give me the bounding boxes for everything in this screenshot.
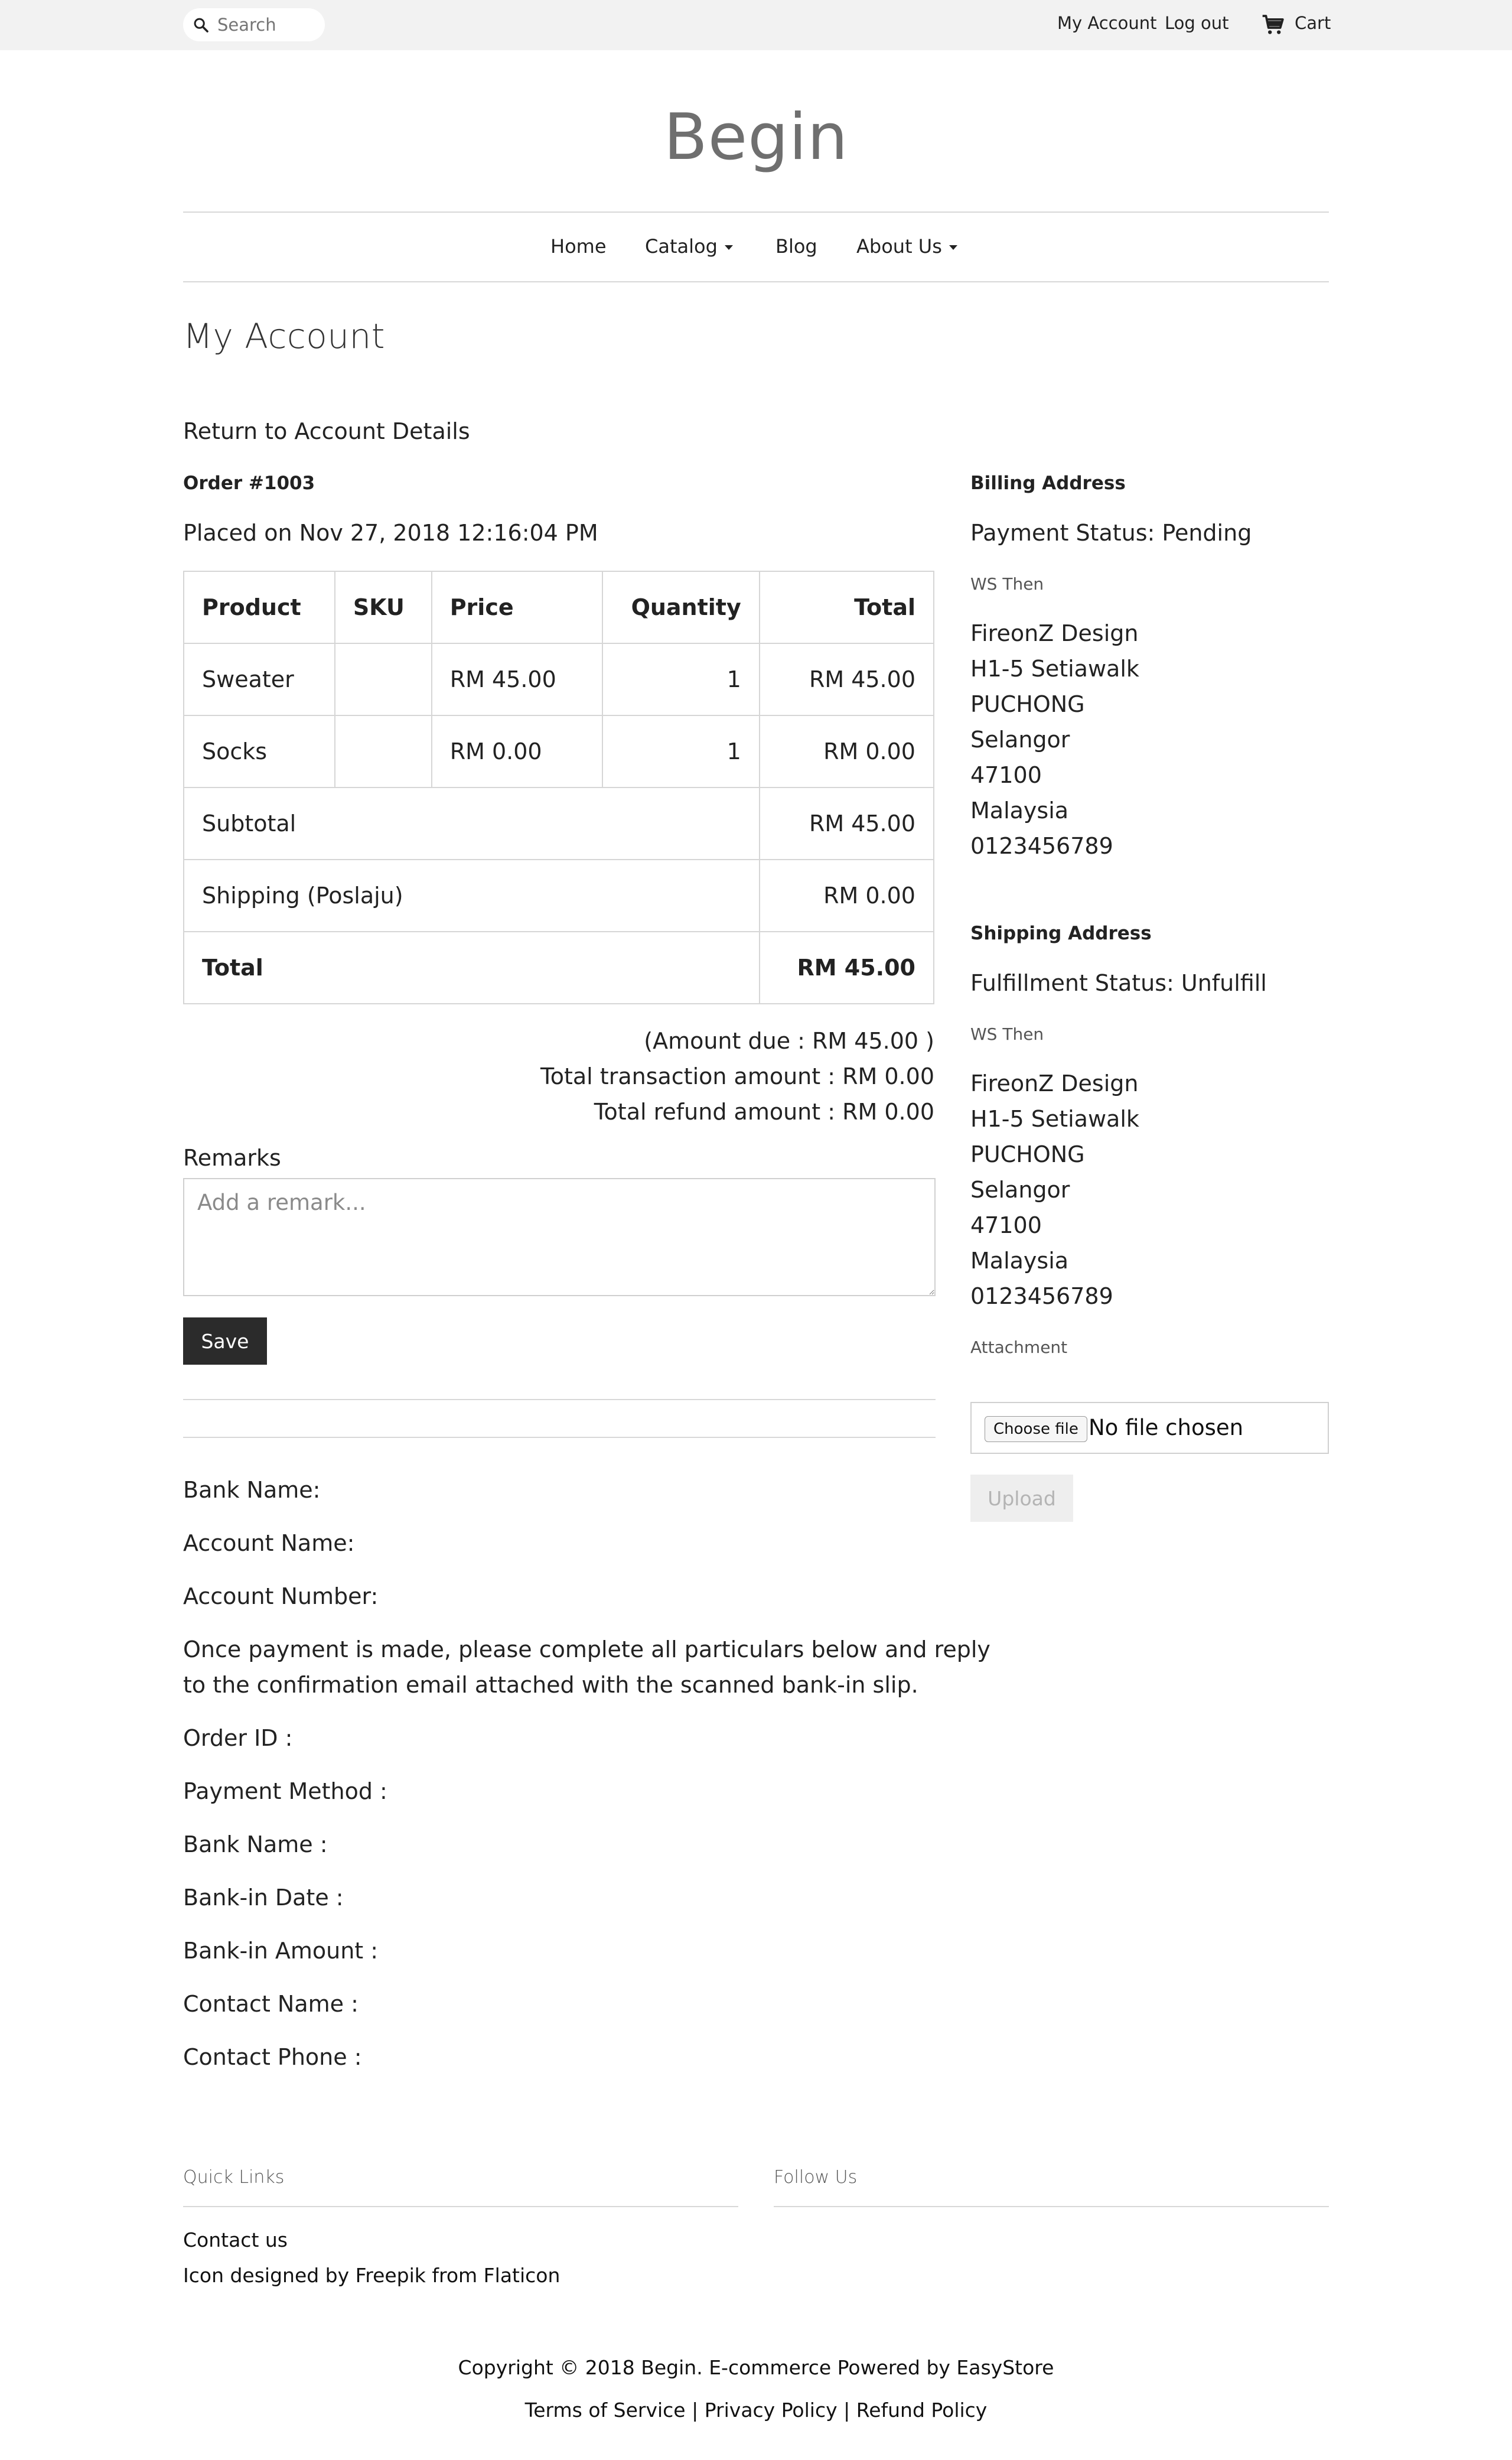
footer-policy-links: [0, 2399, 1512, 2422]
product-name: Socks: [184, 715, 335, 788]
subtotal-label: Subtotal: [184, 788, 760, 860]
contact-phone-label: Contact Phone :: [183, 2044, 362, 2070]
billing-line: H1-5 Setiawalk: [970, 656, 1139, 682]
separator: |: [843, 2399, 850, 2422]
nav-catalog-label: Catalog: [645, 235, 718, 258]
file-status-text: No file chosen: [1089, 1415, 1244, 1440]
remarks-label: Remarks: [183, 1145, 281, 1171]
table-header-row: [184, 571, 934, 643]
my-account-link[interactable]: My Account: [1057, 13, 1157, 33]
table-row: [184, 643, 934, 715]
billing-line: Selangor: [970, 727, 1070, 753]
product-total: RM 0.00: [760, 715, 934, 788]
product-name: Sweater: [184, 643, 335, 715]
search-icon: [193, 17, 209, 33]
column-header: SKU: [335, 571, 432, 643]
upload-button[interactable]: Upload: [970, 1475, 1073, 1522]
nav-catalog[interactable]: [645, 235, 733, 258]
total-transaction-amount: Total transaction amount : RM 0.00: [540, 1063, 934, 1089]
shipping-name: WS Then: [970, 1024, 1044, 1044]
column-header: Price: [432, 571, 602, 643]
remarks-textarea[interactable]: [183, 1178, 936, 1296]
attachment-label: Attachment: [970, 1338, 1068, 1357]
bank-name-field-label: Bank Name :: [183, 1831, 328, 1857]
amount-due: (Amount due : RM 45.00 ): [644, 1028, 934, 1054]
nav-blog[interactable]: Blog: [775, 235, 817, 258]
privacy-policy-link[interactable]: Privacy Policy: [704, 2399, 838, 2422]
bank-in-date-label: Bank-in Date :: [183, 1885, 344, 1911]
product-quantity: 1: [602, 715, 760, 788]
shipping-value: RM 0.00: [760, 860, 934, 932]
total-value: RM 45.00: [760, 932, 934, 1004]
shipping-line: FireonZ Design: [970, 1070, 1139, 1096]
follow-us-divider: [774, 2206, 1329, 2207]
top-bar: [0, 0, 1512, 50]
return-to-account-link[interactable]: Return to Account Details: [183, 418, 470, 444]
table-row: [184, 715, 934, 788]
product-sku: [335, 643, 432, 715]
nav-home[interactable]: Home: [550, 235, 607, 258]
choose-file-button[interactable]: Choose file: [985, 1416, 1087, 1442]
contact-name-label: Contact Name :: [183, 1991, 359, 2017]
nav-about-us-label: About Us: [856, 235, 942, 258]
chevron-down-icon: [725, 245, 733, 250]
section-divider: [183, 1437, 936, 1438]
column-header: Total: [760, 571, 934, 643]
follow-us-heading: Follow Us: [774, 2167, 858, 2188]
account-number-label: Account Number:: [183, 1583, 379, 1609]
shipping-row: [184, 860, 934, 932]
billing-address-heading: Billing Address: [970, 473, 1126, 494]
search-box[interactable]: [183, 8, 325, 41]
icon-credit-link[interactable]: Icon designed by Freepik from Flaticon: [183, 2264, 561, 2287]
total-label: Total: [184, 932, 760, 1004]
shipping-line: 47100: [970, 1212, 1042, 1238]
order-id-label: Order ID :: [183, 1725, 293, 1751]
file-input[interactable]: [970, 1402, 1329, 1454]
search-input[interactable]: [217, 13, 318, 37]
fulfillment-status: Fulfillment Status: Unfulfill: [970, 970, 1267, 996]
terms-of-service-link[interactable]: Terms of Service: [524, 2399, 686, 2422]
billing-phone: 0123456789: [970, 833, 1113, 859]
billing-name: WS Then: [970, 574, 1044, 594]
billing-line: Malaysia: [970, 798, 1069, 824]
order-number: Order #1003: [183, 473, 315, 494]
store-logo[interactable]: Begin: [663, 100, 849, 174]
billing-line: PUCHONG: [970, 691, 1085, 717]
shipping-line: H1-5 Setiawalk: [970, 1106, 1139, 1132]
section-divider: [183, 1399, 936, 1400]
save-button[interactable]: Save: [183, 1317, 267, 1365]
chevron-down-icon: [949, 245, 957, 250]
payment-method-label: Payment Method :: [183, 1778, 387, 1804]
shipping-line: PUCHONG: [970, 1141, 1085, 1167]
log-out-link[interactable]: Log out: [1165, 13, 1229, 33]
shipping-phone: 0123456789: [970, 1283, 1113, 1309]
column-header: Product: [184, 571, 335, 643]
nav-divider-bottom: [183, 281, 1329, 282]
product-price: RM 45.00: [432, 643, 602, 715]
shipping-line: Malaysia: [970, 1248, 1069, 1274]
product-quantity: 1: [602, 643, 760, 715]
separator: |: [692, 2399, 699, 2422]
cart-link[interactable]: Cart: [1295, 13, 1331, 33]
quick-links-heading: Quick Links: [183, 2167, 285, 2188]
product-total: RM 45.00: [760, 643, 934, 715]
shipping-address-heading: Shipping Address: [970, 923, 1152, 944]
product-sku: [335, 715, 432, 788]
refund-policy-link[interactable]: Refund Policy: [856, 2399, 988, 2422]
contact-us-link[interactable]: Contact us: [183, 2228, 288, 2251]
product-price: RM 0.00: [432, 715, 602, 788]
total-refund-amount: Total refund amount : RM 0.00: [594, 1099, 934, 1125]
payment-status: Payment Status: Pending: [970, 520, 1252, 546]
order-table: [183, 571, 934, 1004]
subtotal-value: RM 45.00: [760, 788, 934, 860]
page-title: My Account: [183, 316, 385, 356]
cart-icon[interactable]: [1262, 13, 1285, 37]
bank-name-label: Bank Name:: [183, 1477, 321, 1503]
quick-links-divider: [183, 2206, 738, 2207]
nav-divider-top: [183, 211, 1329, 213]
shipping-line: Selangor: [970, 1177, 1070, 1203]
payment-instructions: Once payment is made, please complete all particulars below and reply: [183, 1636, 990, 1662]
bank-in-amount-label: Bank-in Amount :: [183, 1938, 379, 1964]
column-header: Quantity: [602, 571, 760, 643]
nav-about-us[interactable]: [856, 235, 957, 258]
shipping-label: Shipping (Poslaju): [184, 860, 760, 932]
order-placed-date: Placed on Nov 27, 2018 12:16:04 PM: [183, 520, 598, 546]
total-row: [184, 932, 934, 1004]
copyright-text: Copyright © 2018 Begin. E-commerce Powered by EasyStore: [458, 2356, 1054, 2379]
payment-instructions-line2: to the confirmation email attached with the scanned bank-in slip.: [183, 1672, 918, 1698]
account-name-label: Account Name:: [183, 1530, 355, 1556]
subtotal-row: [184, 788, 934, 860]
billing-line: FireonZ Design: [970, 620, 1139, 646]
billing-line: 47100: [970, 762, 1042, 788]
